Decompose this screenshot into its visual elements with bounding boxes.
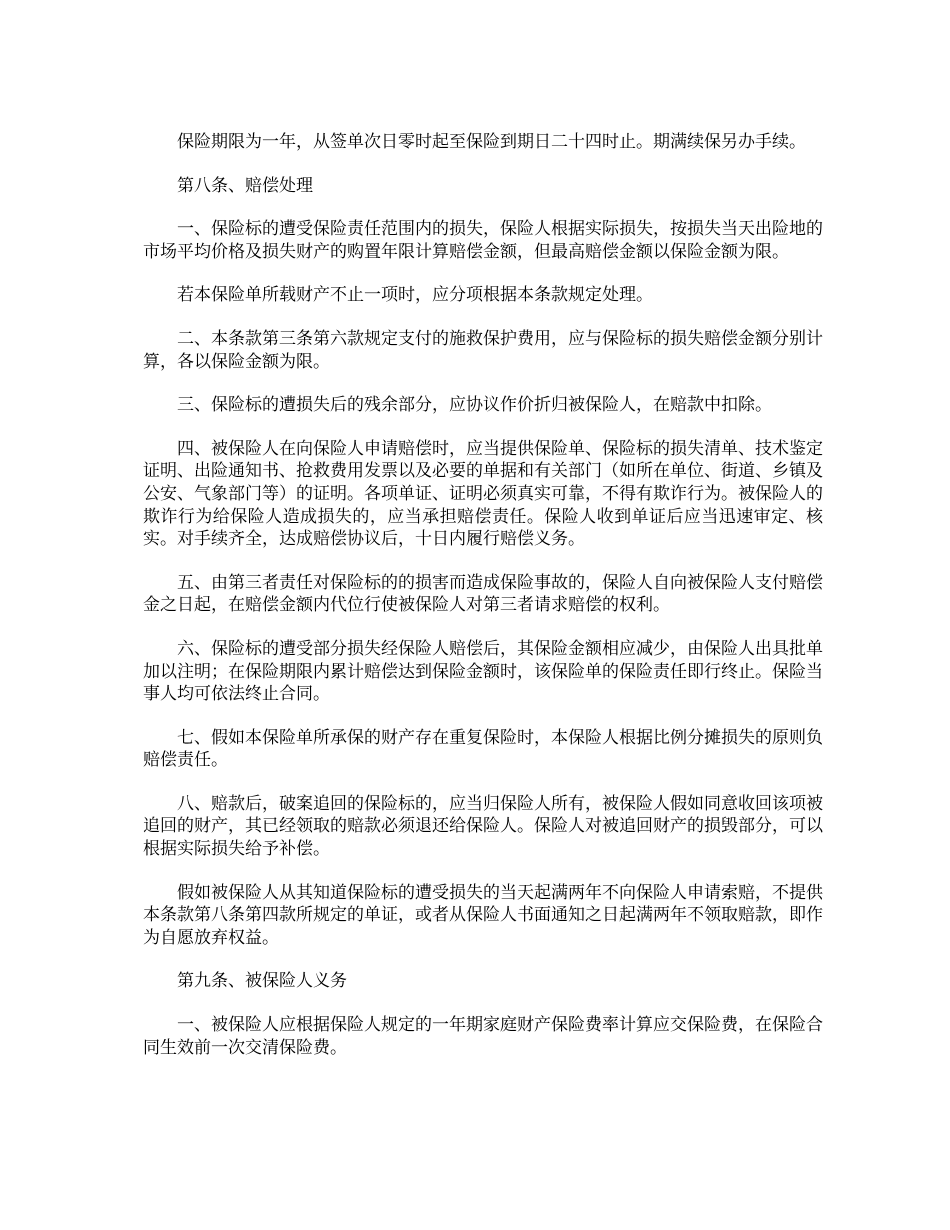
- heading-article-9: 第九条、被保险人义务: [177, 971, 347, 992]
- heading-article-8: 第八条、赔偿处理: [177, 175, 313, 196]
- paragraph-clause-8-1: 一、保险标的遭受保险责任范围内的损失，保险人根据实际损失，按损失当天出险地的市场平均价格及损失财产的购置年限计算赔偿金额，但最高赔偿金额以保险金额为限。: [143, 219, 823, 262]
- paragraph-clause-8-4: 四、被保险人在向保险人申请赔偿时，应当提供保险单、保险标的损失清单、技术鉴定证明、出险通知书、抢救费用发票以及必要的单据和有关部门（如所在单位、街道、乡镇及公安、气象部门等）的证明。各项单证、证明必须真实可靠，不得有欺诈行为。被保险人的欺诈行为给保险人造成损失的，应当承担赔偿责任。保险人收到单证后应当迅速审定、核实。对手续齐全，达成赔偿协议后，十日内履行赔偿义务。: [143, 438, 823, 550]
- paragraph-clause-8-3: 三、保险标的遭损失后的残余部分，应协议作价折归被保险人，在赔款中扣除。: [177, 395, 772, 416]
- paragraph-clause-8-5: 五、由第三者责任对保险标的的损害而造成保险事故的，保险人自向被保险人支付赔偿金之日起，在赔偿金额内代位行使被保险人对第三者请求赔偿的权利。: [143, 572, 823, 616]
- paragraph-multiple-items: 若本保险单所载财产不止一项时，应分项根据本条款规定处理。: [177, 285, 653, 306]
- paragraph-clause-8-6: 六、保险标的遭受部分损失经保险人赔偿后，其保险金额相应减少，由保险人出具批单加以注明；在保险期限内累计赔偿达到保险金额时，该保险单的保险责任即行终止。保险当事人均可依法终止合同。: [143, 638, 823, 705]
- document-page: [143, 131, 823, 1080]
- paragraph-waiver: 假如被保险人从其知道保险标的遭受损失的当天起满两年不向保险人申请索赔，不提供本条款第八条第四款所规定的单证，或者从保险人书面通知之日起满两年不领取赔款，即作为自愿放弃权益。: [143, 882, 823, 948]
- paragraph-clause-9-1: 一、被保险人应根据保险人规定的一年期家庭财产保险费率计算应交保险费，在保险合同生效前一次交清保险费。: [143, 1015, 823, 1058]
- paragraph-insurance-period: 保险期限为一年，从签单次日零时起至保险到期日二十四时止。期满续保另办手续。: [177, 132, 806, 152]
- paragraph-clause-8-2: 二、本条款第三条第六款规定支付的施救保护费用，应与保险标的损失赔偿金额分别计算，各以保险金额为限。: [143, 328, 823, 372]
- paragraph-clause-8-7: 七、假如本保险单所承保的财产存在重复保险时，本保险人根据比例分摊损失的原则负赔偿责任。: [143, 727, 823, 771]
- paragraph-clause-8-8: 八、赔款后，破案追回的保险标的，应当归保险人所有，被保险人假如同意收回该项被追回的财产，其已经领取的赔款必须退还给保险人。保险人对被追回财产的损毁部分，可以根据实际损失给予补偿。: [143, 793, 823, 860]
